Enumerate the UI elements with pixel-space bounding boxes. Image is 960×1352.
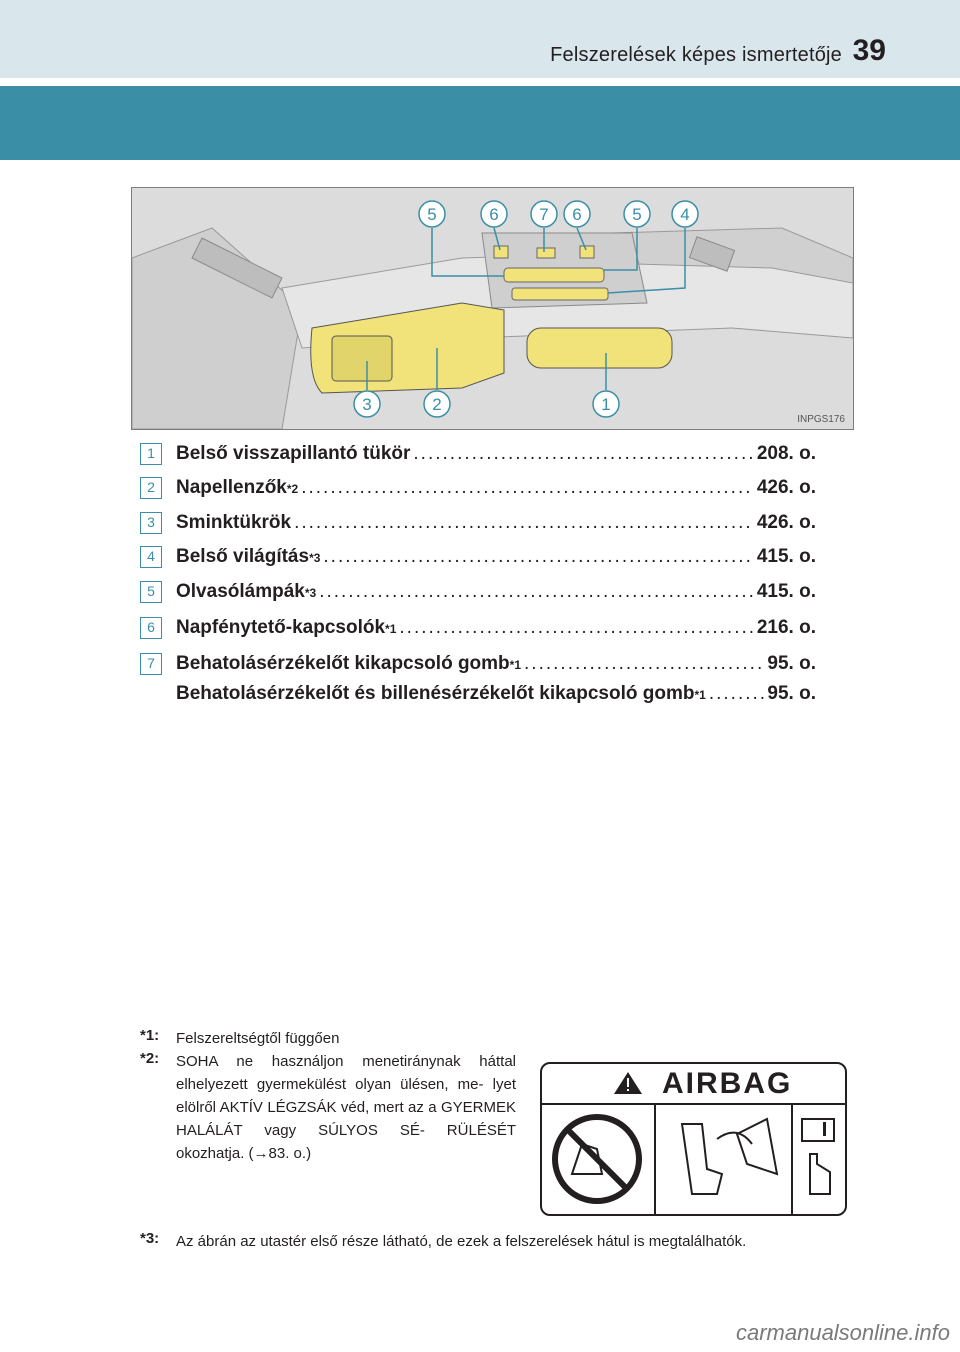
callout-6a: 6	[489, 205, 499, 224]
callout-3: 3	[362, 395, 372, 414]
callout-5a: 5	[427, 205, 437, 224]
footnote-mark: *2:	[140, 1050, 160, 1067]
item-label: Belső visszapillantó tükör	[176, 443, 411, 464]
manual-icon	[802, 1119, 834, 1141]
item-number: 3	[140, 512, 162, 534]
footnote-text: SOHA ne használjon menetiránynak háttal elhelyezett gyermekülést olyan ülésen, me- lyet elölről AKTÍV LÉGZSÁK véd, mert az a GYERMEK HALÁLÁT vagy SÚLYOS SÉ- RÜLÉSÉT okozhatja. (→83. o.)	[176, 1053, 516, 1162]
page-header-title: Felszerelések képes ismertetője	[550, 44, 842, 66]
airbag-title: AIRBAG	[662, 1067, 793, 1100]
item-page-ref[interactable]: 426. o.	[756, 477, 816, 498]
airbag-pictograms	[542, 1064, 845, 1214]
item-page-ref[interactable]: 426. o.	[756, 512, 816, 533]
interior-overhead-illustration	[131, 187, 854, 430]
item-number: 4	[140, 546, 162, 568]
item-number: 7	[140, 653, 162, 675]
footnote-mark: *3:	[140, 1230, 160, 1247]
item-label: Olvasólámpák	[176, 581, 305, 602]
callout-6b: 6	[572, 205, 582, 224]
footnote-text: Az ábrán az utastér első része látható, de ezek a felszerelések hátul is megtalálhatók.	[176, 1233, 747, 1250]
section-band	[0, 86, 960, 160]
item-number: 1	[140, 443, 162, 465]
hand-icon	[810, 1154, 830, 1194]
airbag-warning-label	[540, 1062, 847, 1216]
item-label: Sminktükrök	[176, 512, 292, 533]
seat-airbag-icon	[682, 1124, 722, 1194]
list-item	[140, 440, 816, 468]
list-item: 6 Napfénytető-kapcsolók *1 ..... 216. o.	[140, 614, 816, 642]
item-page-ref[interactable]: 95. o.	[767, 683, 816, 704]
footnote-text: Felszereltségtől függően	[176, 1030, 340, 1047]
list-item: 7 Behatolásérzékelőt kikapcsoló gomb *1 ..... 95. o.	[140, 650, 816, 678]
interior-drawing	[132, 188, 853, 429]
callout-1: 1	[601, 395, 611, 414]
callout-2: 2	[432, 395, 442, 414]
list-item: 5 Olvasólámpák *3 ..... 415. o.	[140, 578, 816, 606]
watermark: carmanualsonline.info	[735, 1320, 950, 1345]
item-page-ref[interactable]: 415. o.	[756, 546, 816, 567]
item-number: 5	[140, 581, 162, 603]
list-item: 2 Napellenzők *2 ..... 426. o.	[140, 474, 816, 502]
item-number: 6	[140, 617, 162, 639]
callout-4: 4	[680, 205, 690, 224]
item-page-ref[interactable]: 208. o.	[756, 443, 816, 464]
item-number: 2	[140, 477, 162, 499]
figure-code: INPGS176	[797, 414, 845, 425]
item-label: Napellenzők	[176, 477, 287, 498]
callout-7: 7	[539, 205, 549, 224]
list-item: 4 Belső világítás *3 ..... 415. o.	[140, 543, 816, 571]
list-item-sub: Behatolásérzékelőt és billenésérzékelőt kikapcsoló gomb *1 ..... 95. o.	[140, 680, 816, 708]
callout-5b: 5	[632, 205, 642, 224]
page-number: 39	[852, 34, 886, 67]
item-page-ref[interactable]: 216. o.	[756, 617, 816, 638]
item-page-ref[interactable]: 95. o.	[767, 653, 816, 674]
item-label: Napfénytető-kapcsolók	[176, 617, 386, 638]
item-page-ref[interactable]: 415. o.	[756, 581, 816, 602]
footnote-mark: *1:	[140, 1027, 160, 1044]
item-label: Behatolásérzékelőt és billenésérzékelőt kikapcsoló gomb	[176, 683, 695, 704]
item-label: Behatolásérzékelőt kikapcsoló gomb	[176, 653, 510, 674]
item-label: Belső világítás	[176, 546, 310, 567]
list-item	[140, 509, 816, 537]
